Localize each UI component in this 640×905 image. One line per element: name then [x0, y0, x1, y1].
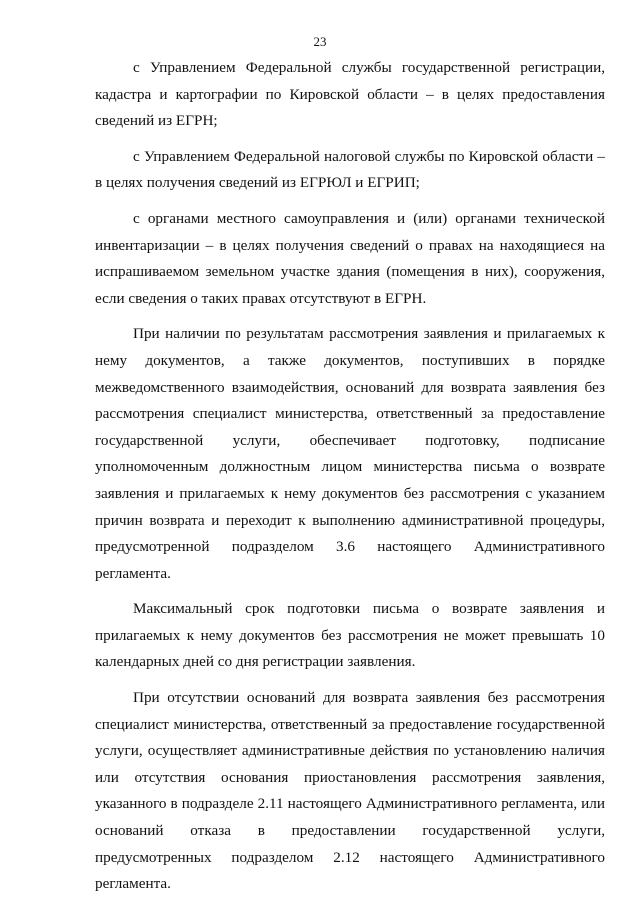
paragraph-no-return-grounds: При отсутствии оснований для возврата заявления без рассмотрения специалист министерства, ответственный за предоставление государственной услуги, осуществляет административные действия по установлению наличия или отсутствия основания приостановления рассмотрения заявления, указанного в подразделе 2.11 настоящего Административного регламента, или оснований отказа в предоставлении государственной услуги, предусмотренных подразделом 2.12 настоящего Административного регламента.: [95, 689, 605, 893]
paragraph-local-government: с органами местного самоуправления и (или) органами технической инвентаризации – в целях получения сведений о правах на находящиеся на испрашиваемом земельном участке здания (помещения в них), сооружения, если сведения о таких правах отсутствуют в ЕГРН.: [95, 209, 605, 307]
paragraph-tax-service: с Управлением Федеральной налоговой службы по Кировской области – в целях получения сведений из ЕГРЮЛ и ЕГРИП;: [95, 147, 605, 192]
document-body: [95, 55, 605, 898]
paragraph-return-grounds: При наличии по результатам рассмотрения заявления и прилагаемых к нему документов, а также документов, поступивших в порядке межведомственного взаимодействия, оснований для возврата заявления без рассмотрения специалист министерства, ответственный за предоставление государственной услуги, обеспечивает подготовку, подписание уполномоченным должностным лицом министерства письма о возврате заявления и прилагаемых к нему документов без рассмотрения с указанием причин возврата и переходит к выполнению административной процедуры, предусмотренной подразделом 3.6 настоящего Административного регламента.: [95, 325, 605, 582]
page-number: 23: [313, 34, 327, 49]
paragraph-rosreestr: с Управлением Федеральной службы государственной регистрации, кадастра и картографии по Кировской области – в целях предоставления сведений из ЕГРН;: [95, 59, 605, 130]
paragraph-max-term: Максимальный срок подготовки письма о возврате заявления и прилагаемых к нему документов без рассмотрения не может превышать 10 календарных дней со дня регистрации заявления.: [95, 600, 605, 671]
